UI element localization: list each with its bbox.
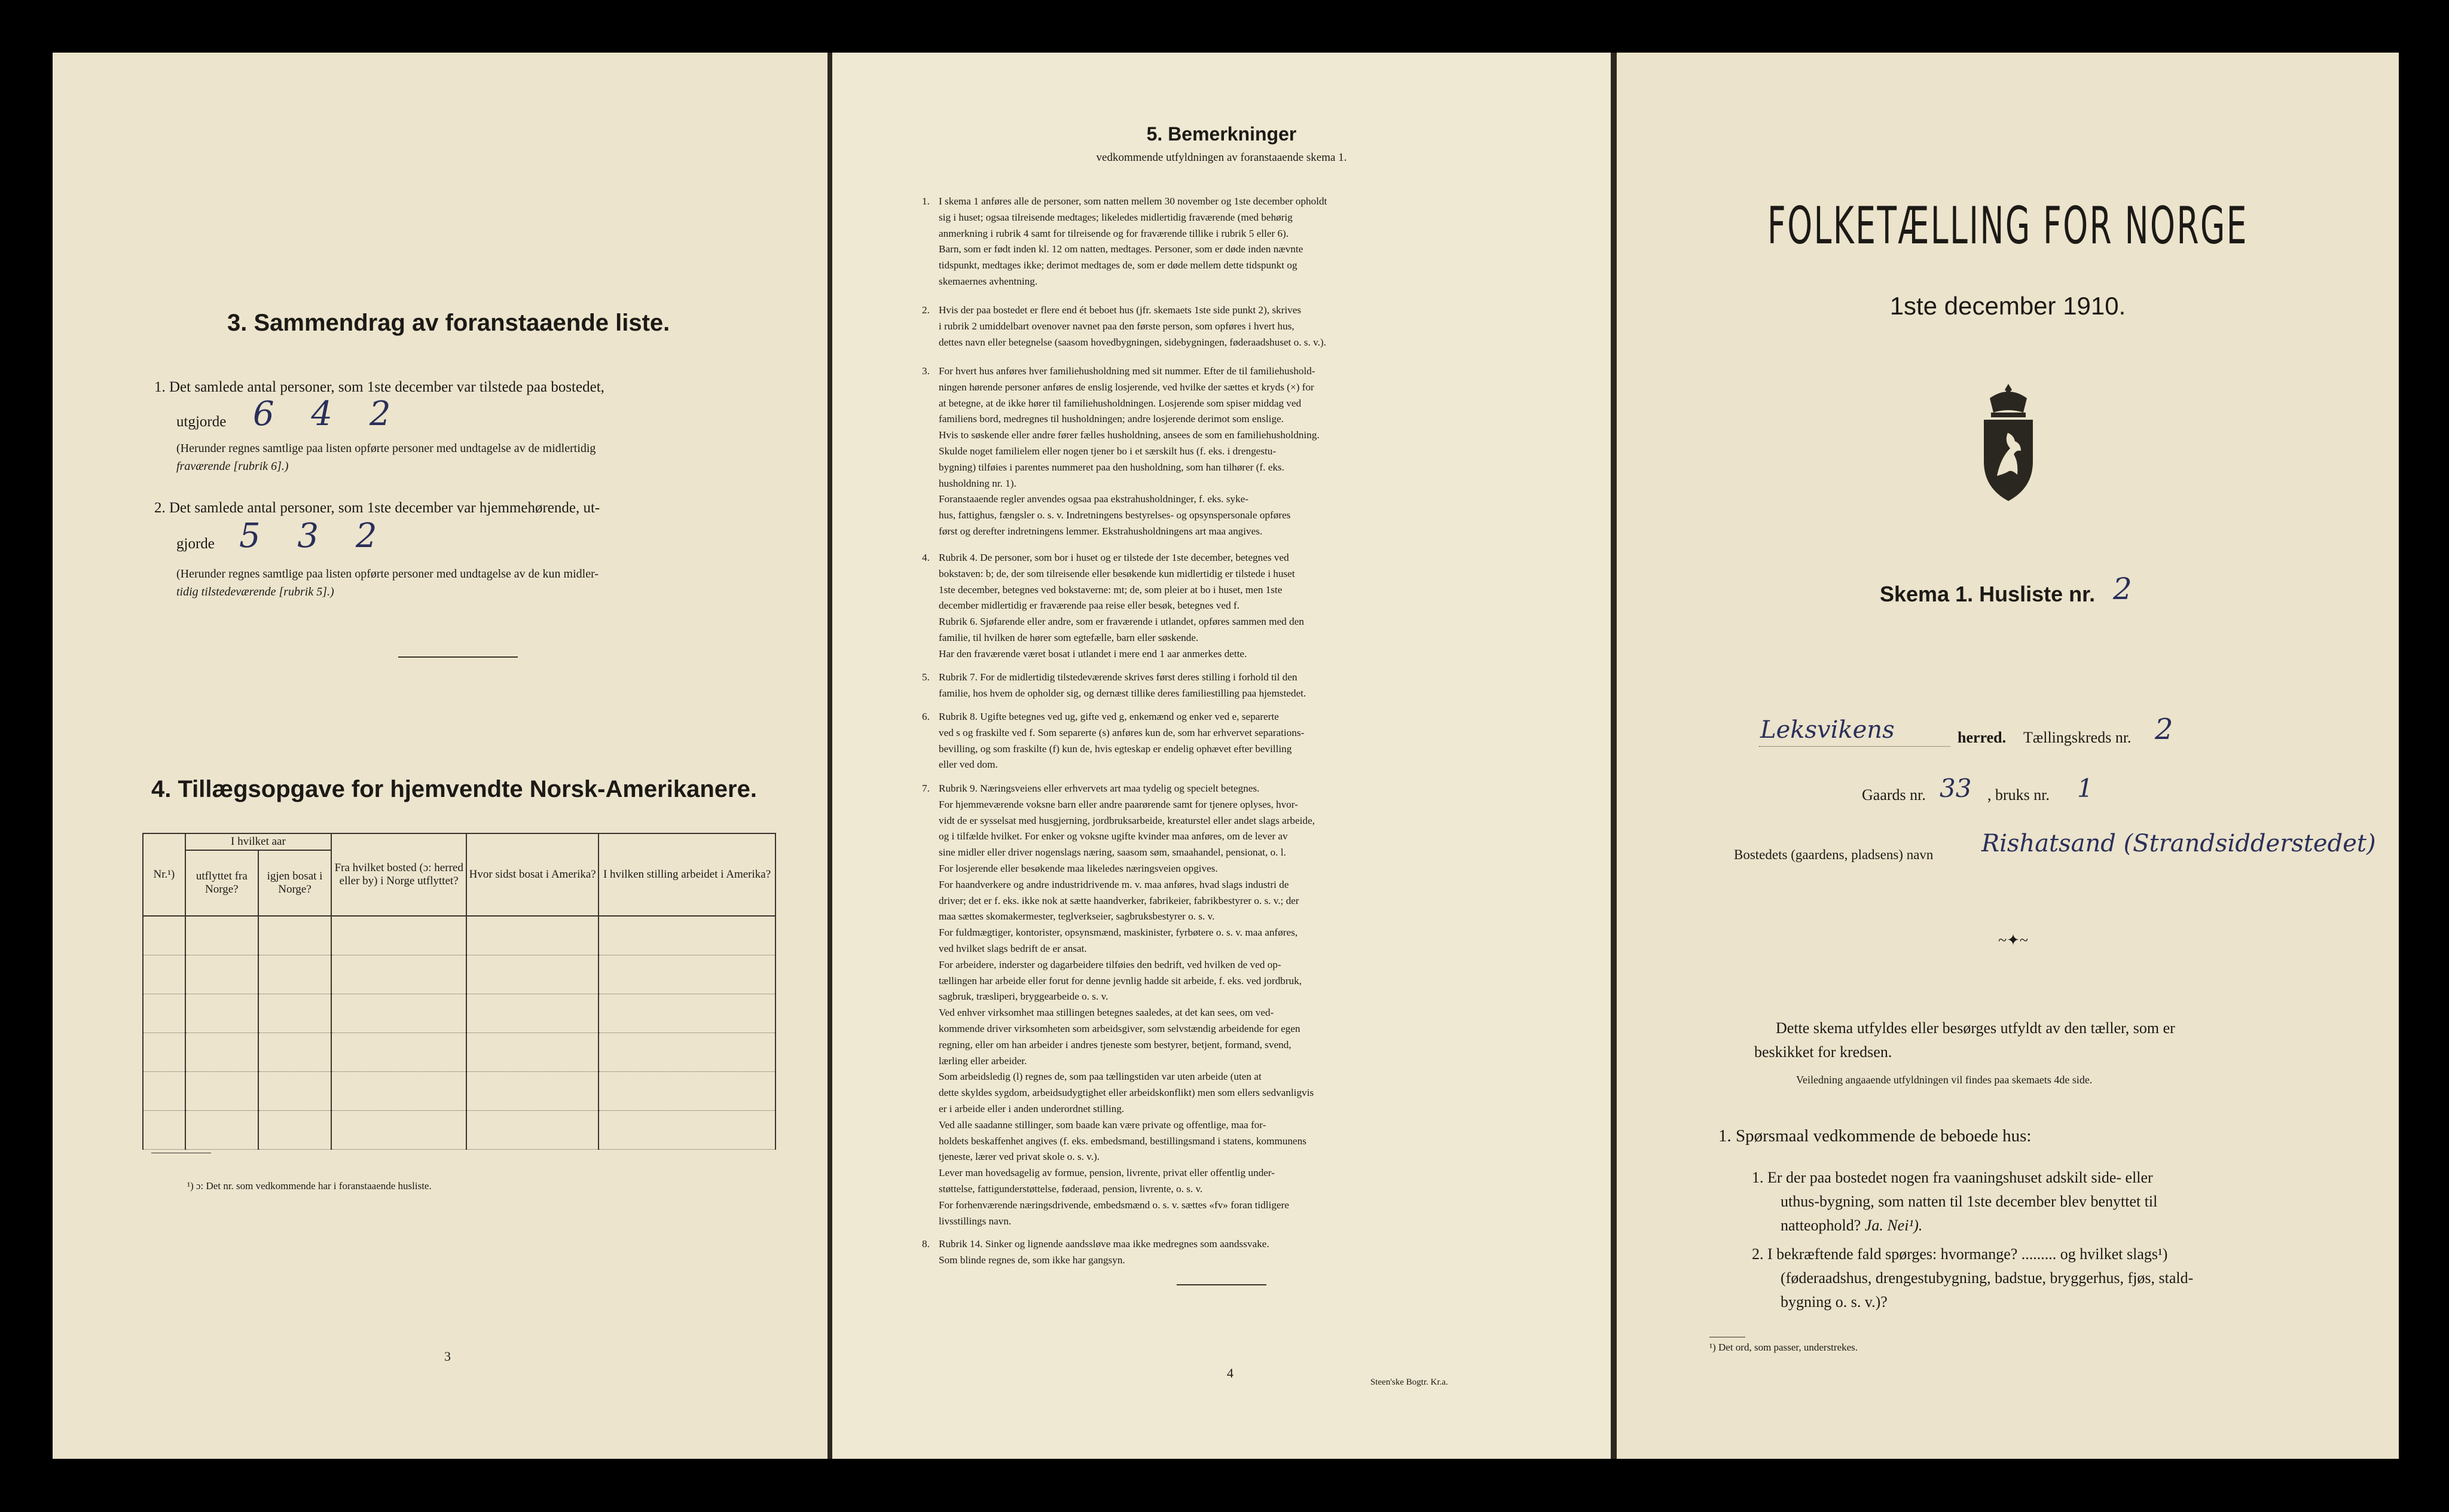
table-row xyxy=(143,916,775,955)
bruk-label: , bruks nr. xyxy=(1987,786,2050,804)
col-stilling: I hvilken stilling arbeidet i Amerika? xyxy=(598,833,775,916)
ornament-icon: ~✦~ xyxy=(1998,931,2028,949)
remark-4: 4. Rubrik 4. De personer, som bor i huset og er tilstede der 1ste december, betegnes ved bokstaven: b; de, der som tilreisende eller besøkende kun midlertidig er tilstede i huset 1ste december, betegnes ved bokstaverne: mt; de, som pleier at bo i huset, men 1ste december midlertidig er fraværende paa reise eller besøk, betegnes ved f. Rubrik 6. Sjøfarende eller andre, som er fraværende i utlandet, opføres sammen med den familie, til hvilken de hører som egtefælle, barn eller søskende. Har den fraværende været bosat i utlandet i mere end 1 aar anmerkes dette. xyxy=(922,552,1304,659)
intro-line3: Veiledning angaaende utfyldningen vil findes paa skemaets 4de side. xyxy=(1796,1074,2093,1086)
table-row xyxy=(143,1033,775,1072)
herred-line xyxy=(1759,746,1950,747)
herred-value: Leksvikens xyxy=(1760,716,1895,744)
remarks-title: 5. Bemerkninger xyxy=(1146,123,1297,145)
schema-label: Skema 1. Husliste nr. xyxy=(1880,582,2096,606)
col-utflyttet: utflyttet fra Norge? xyxy=(185,850,258,916)
kreds-label: Tællingskreds nr. xyxy=(2023,729,2132,746)
section3-item2-note2: tidig tilstedeværende [rubrik 5].) xyxy=(176,585,334,598)
section3-item2-text: 2. Det samlede antal personer, som 1ste december var hjemmehørende, ut- xyxy=(154,500,600,516)
intro-line2: beskikket for kredsen. xyxy=(1754,1043,1892,1061)
husliste-nr: 2 xyxy=(2113,572,2132,606)
right-footnote: ¹) Det ord, som passer, understrekes. xyxy=(1709,1342,1858,1353)
section3-item2-note1: (Herunder regnes samtlige paa listen opførte personer med undtagelse av de kun midler- xyxy=(176,567,599,581)
col-fra-bosted: Fra hvilket bosted (ɔ: herred eller by) i Norge utflyttet? xyxy=(331,833,466,916)
gaard-label: Gaards nr. xyxy=(1862,786,1926,804)
table-row xyxy=(143,1072,775,1111)
questions-heading: 1. Spørsmaal vedkommende de beboede hus: xyxy=(1718,1126,2032,1146)
coat-of-arms-icon xyxy=(1975,380,2041,506)
remark-2: 2. Hvis der paa bostedet er flere end ét beboet hus (jfr. skemaets 1ste side punkt 2), skrives i rubrik 2 umiddelbart ovenover navnet paa den første person, som opføres i hvert hus, dettes navn eller betegnelse (saasom hovedbygningen, sidebygningen, føderaadshuset o. s. v.). xyxy=(922,304,1327,348)
remark-8: 8. Rubrik 14. Sinker og lignende aandssløve maa ikke medregnes som aandssvake. Som blinde regnes de, som ikke har gangsyn. xyxy=(922,1238,1269,1266)
q1-answer: Ja. Nei¹). xyxy=(1864,1217,1923,1234)
page-middle xyxy=(832,53,1611,1459)
remark-1: 1. I skema 1 anføres alle de personer, som natten mellem 30 november og 1ste december opholdt sig i huset; ogsaa tilreisende medtages; likeledes midlertidig fraværende (med behørig anmerkning i rubrik 4 samt for tilreisende og for fraværende tillike i rubrik 5 eller 6). Barn, som er født inden kl. 12 om natten, medtages. Personer, som er døde inden nævnte tidspunkt, medtages ikke; derimot medtages de, som er døde mellem dette tidspunkt og skemaernes avhentning. xyxy=(922,196,1327,287)
section3-item1-note1: (Herunder regnes samtlige paa listen opførte personer med undtagelse av de midlertidig xyxy=(176,442,596,455)
page-fold-right xyxy=(1611,53,1617,1459)
gaard-nr: 33 xyxy=(1940,774,1972,803)
middle-divider xyxy=(1177,1284,1266,1285)
remark-6: 6. Rubrik 8. Ugifte betegnes ved ug, gifte ved g, enkemænd og enker ved e, separerte ved s og fraskilte ved f. Som separerte (s) anføres kun de, som har erhvervet separations- bevilling, og som fraskilte (f) kun de, hvis egteskap er endelig ophævet efter bevilling eller ved dom. xyxy=(922,711,1305,771)
remarks-subtitle: vedkommende utfyldningen av foranstaaende skema 1. xyxy=(1096,151,1347,164)
page-left xyxy=(53,53,827,1459)
section4-footnote: ¹) ɔ: Det nr. som vedkommende har i foranstaaende husliste. xyxy=(187,1180,432,1192)
page-number-left: 3 xyxy=(444,1349,451,1364)
section3-item1-text: 1. Det samlede antal personer, som 1ste december var tilstede paa bostedet, xyxy=(154,379,604,395)
remark-3: 3. For hvert hus anføres hver familiehusholdning med sit nummer. Efter de til familiehushold- ningen hørende personer anføres de enslig losjerende, ved hvilke der sættes et kryds (×) for at betegne, at de ikke hører til familiehusholdningen. Losjerende som spiser middag ved familiens bord, medregnes til husholdningen; andre losjerende derimot som enslige. Hvis to søskende eller andre fører fælles husholdning, ansees de som en familiehusholdning. Skulde noget familielem eller nogen tjener bo i et særskilt hus (f. eks. i drengestu- bygning) tilføies i parentes nummeret paa den husholdning, som han tilhører (f. eks. husholdning nr. 1). Foranstaaende regler anvendes ogsaa paa ekstrahusholdninger, f. eks. syke- hus, fattighus, fængsler o. s. v. Indretningens bestyrelses- og opsynspersonale opføres først og derefter indretningens lemmer. Ekstrahusholdningens art maa angives. xyxy=(922,365,1320,537)
question-1: 1. Er der paa bostedet nogen fra vaaningshuset adskilt side- eller uthus-bygning, som natten til 1ste december blev benyttet til natteophold? Ja. Nei¹). xyxy=(1752,1169,2158,1234)
page-right xyxy=(1617,53,2399,1459)
table-row xyxy=(143,994,775,1033)
section-divider xyxy=(398,656,518,658)
remark-7: 7. Rubrik 9. Næringsveiens eller erhvervets art maa tydelig og specielt betegnes. For hjemmeværende voksne barn eller andre paarørende samt for tjenere oplyses, hvor- vidt de er sysselsat med husgjerning, jordbruksarbeide, kreaturstel eller andet slags arbeide, og i tilfælde hvilket. For enker og voksne ugifte kvinder maa anføres, om de lever av sine midler eller driver nogenslags næring, saasom søm, smaahandel, pensionat, o. l. For losjerende eller besøkende maa likeledes næringsveien opgives. For haandverkere og andre industridrivende m. v. maa anføres, hvad slags industri de driver; det er f. eks. ikke nok at sætte haandverker, fabrikeier, fabrikbestyrer o. s. v.; der maa sættes skomakermester, teglverkseier, sagbruksbestyrer o. s. v. For fuldmægtiger, kontorister, opsynsmænd, maskinister, fyrbøtere o. s. v. maa anføres, ved hvilket slags bedrift de er ansat. For arbeidere, inderster og dagarbeidere tilføies den bedrift, ved hvilken de ved op- tællingen har arbeide eller forut for denne jevnlig hadde sit arbeide, f. eks. ved jordbruk, sagbruk, træsliperi, bryggearbeide o. s. v. Ved enhver virksomhet maa stillingen betegnes saaledes, at det kan sees, om ved- kommende driver virksomheten som arbeidsgiver, som selvstændig arbeidende for egen regning, eller om han arbeider i andres tjeneste som bestyrer, betjent, formand, svend, lærling eller arbeider. Som arbeidsledig (l) regnes de, som paa tællingstiden var uten arbeide (uten at dette skyldes sygdom, arbeidsudygtighet eller arbeidskonflikt) men som ellers sedvanligvis er i arbeide eller i anden underordnet stilling. Ved alle saadanne stillinger, som baade kan være private og offentlige, maa for- holdets beskaffenhet angives (f. eks. embedsmand, bestillingsmand i statens, kommunens tjeneste, lærer ved privat skole o. s. v.). Lever man hovedsagelig av formue, pension, livrente, privat eller offentlig under- støttelse, fattigunderstøttelse, føderaad, pension, livrente, o. s. v. For forhenværende næringsdrivende, embedsmænd o. s. v. sættes «fv» foran tidligere livsstillings navn. xyxy=(922,783,1315,1227)
col-group-aar: I hvilket aar xyxy=(185,833,331,850)
section4-title: 4. Tillægsopgave for hjemvendte Norsk-Amerikanere. xyxy=(151,776,757,802)
col-nr: Nr.¹) xyxy=(143,833,185,916)
table-row xyxy=(143,955,775,994)
section3-item2-value: 5 3 2 xyxy=(239,517,390,555)
question-2: 2. I bekræftende fald spørges: hvormange? ......... og hvilket slags¹) (føderaadshus, drengestubygning, badstue, bryggerhus, fjøs, stald- bygning o. s. v.)? xyxy=(1752,1245,2194,1311)
col-hvor-bosat: Hvor sidst bosat i Amerika? xyxy=(466,833,598,916)
census-title: FOLKETÆLLING FOR NORGE xyxy=(1767,196,2248,256)
intro-line1: Dette skema utfyldes eller besørges utfyldt av den tæller, som er xyxy=(1776,1019,2175,1037)
table-row xyxy=(143,1111,775,1150)
section3-item1-label: utgjorde xyxy=(176,414,227,430)
section3-item2-label: gjorde xyxy=(176,536,215,552)
page-number-middle: 4 xyxy=(1227,1366,1233,1380)
bosted-value: Rishatsand (Strandsidderstedet) xyxy=(1981,830,2376,857)
remark-5: 5. Rubrik 7. For de midlertidig tilstedeværende skrives først deres stilling i forhold til den familie, hos hvem de opholder sig, og dernæst tillike deres familiestilling paa hjemstedet. xyxy=(922,671,1306,699)
section3-item1-value: 6 4 2 xyxy=(253,395,404,433)
norsk-amerikanere-table xyxy=(142,833,776,1150)
printer-mark: Steen'ske Bogtr. Kr.a. xyxy=(1370,1377,1448,1387)
section3-title: 3. Sammendrag av foranstaaende liste. xyxy=(227,310,670,336)
bruk-nr: 1 xyxy=(2077,774,2093,803)
section3-item1-note2: fraværende [rubrik 6].) xyxy=(176,460,289,473)
kreds-nr: 2 xyxy=(2155,713,2173,746)
herred-label: herred. xyxy=(1958,729,2007,746)
census-date: 1ste december 1910. xyxy=(1889,292,2126,320)
bosted-label: Bostedets (gaardens, pladsens) navn xyxy=(1734,847,1934,862)
col-igjen-bosat: igjen bosat i Norge? xyxy=(258,850,331,916)
